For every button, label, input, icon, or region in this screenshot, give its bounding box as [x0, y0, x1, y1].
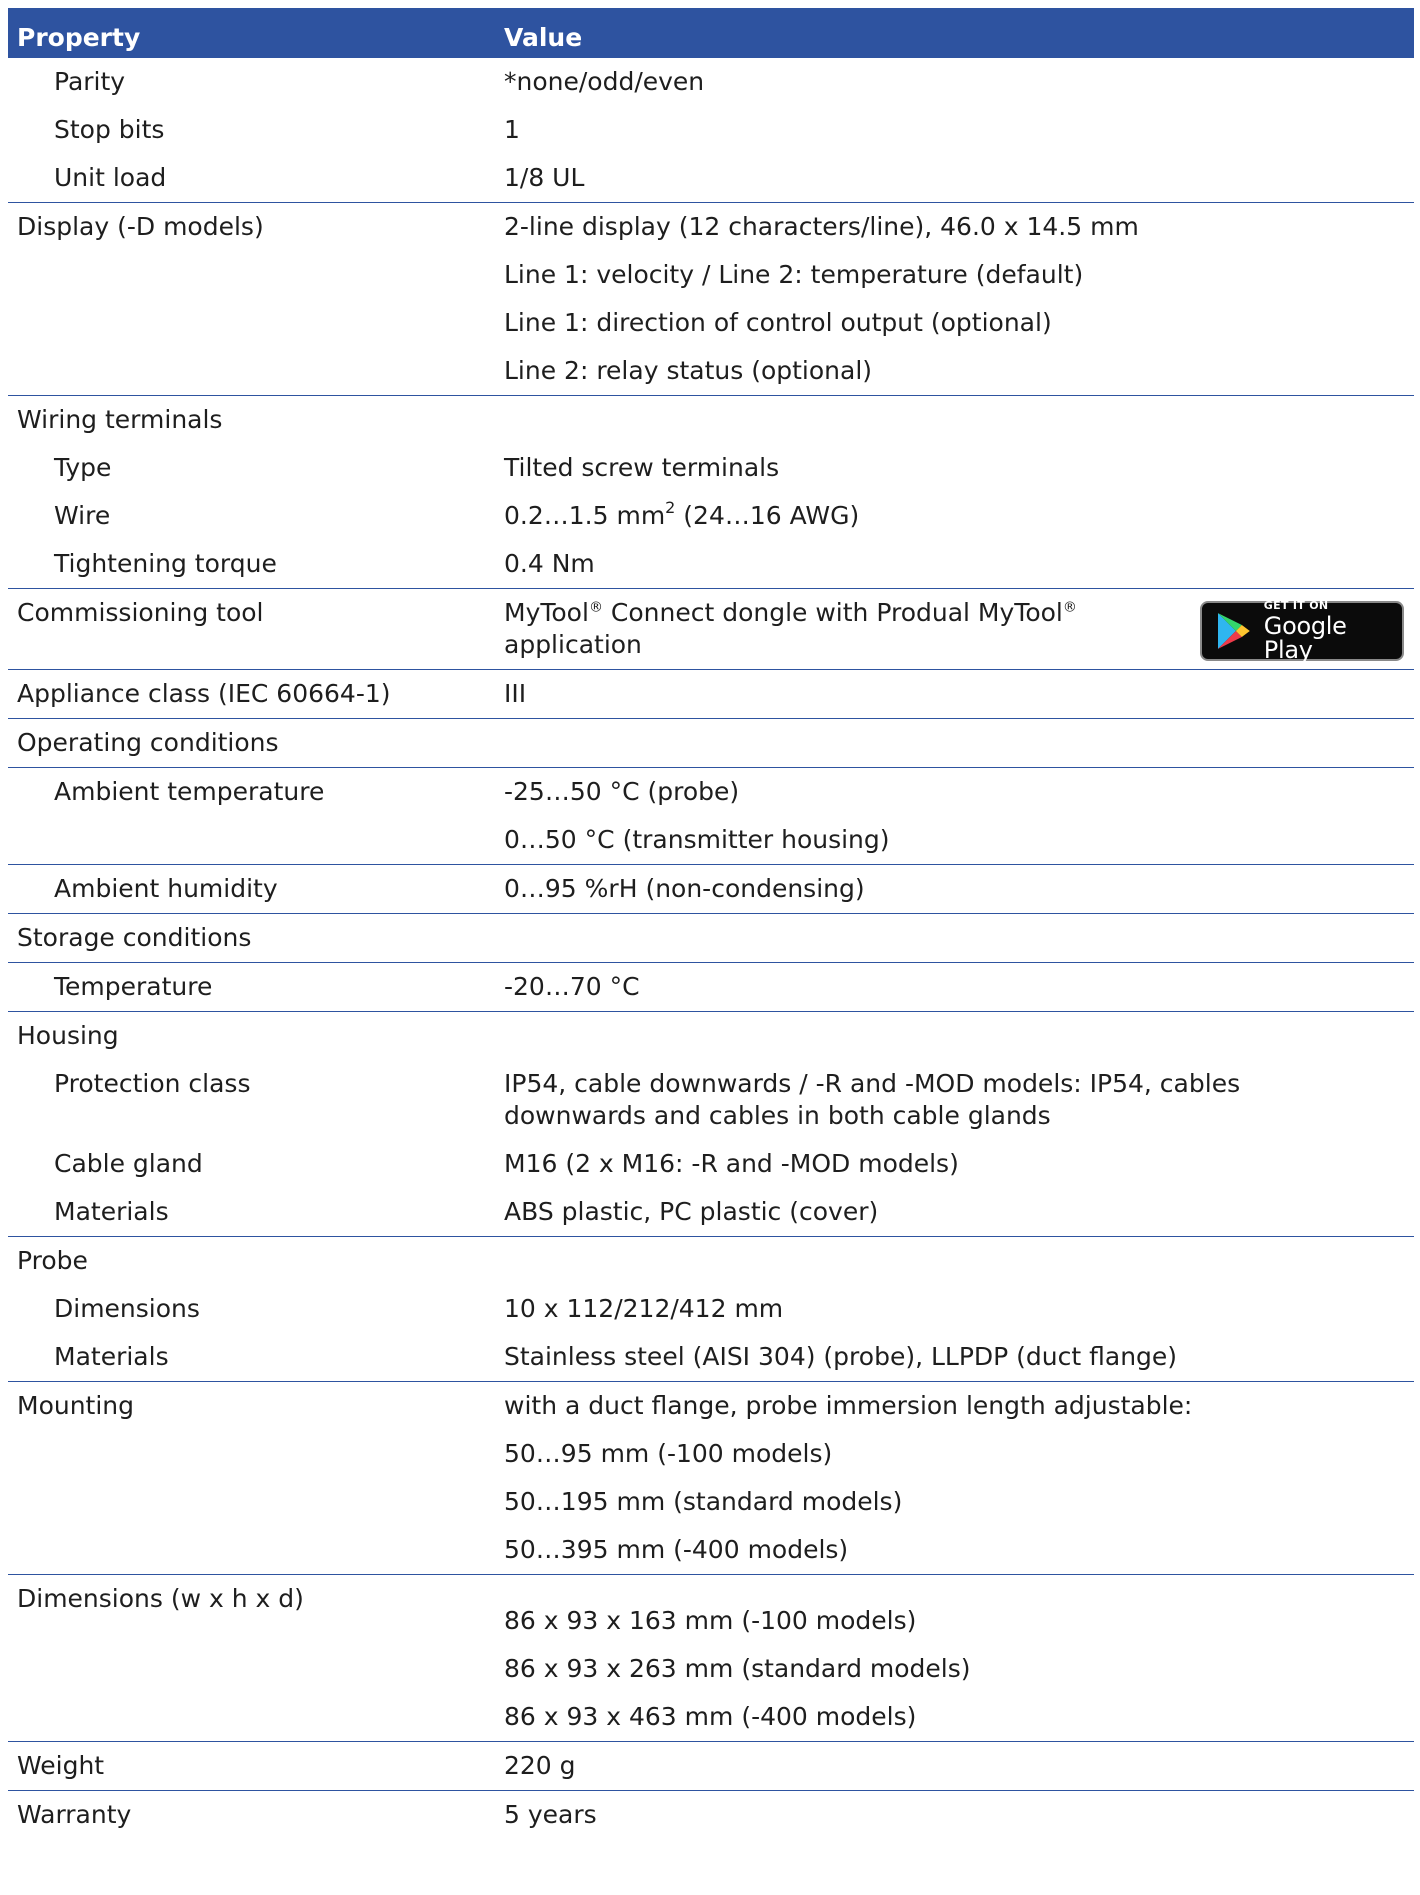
- badge-big-text: Google Play: [1263, 612, 1347, 664]
- prop-ambient-humidity: Ambient humidity: [8, 865, 502, 914]
- prop-storage-temperature: Temperature: [8, 963, 502, 1012]
- dimensions-line: 86 x 93 x 463 mm (-400 models): [504, 1702, 917, 1731]
- row-parity: [8, 58, 1414, 106]
- val-cable-gland: M16 (2 x M16: -R and -MOD models): [504, 1149, 959, 1178]
- prop-warranty: Warranty: [17, 1800, 132, 1829]
- prop-display: Display (-D models): [8, 203, 502, 396]
- row-probe: [8, 1237, 1414, 1286]
- row-wire: [8, 492, 1414, 540]
- val-ambient-humidity: 0…95 %rH (non-condensing): [502, 865, 1414, 914]
- row-cable-gland: [8, 1140, 1414, 1188]
- row-commissioning-tool: [8, 589, 1414, 670]
- row-type: [8, 444, 1414, 492]
- prop-probe: Probe: [17, 1246, 88, 1275]
- mounting-line: 50…95 mm (-100 models): [504, 1439, 833, 1468]
- prop-probe-dimensions: Dimensions: [54, 1294, 200, 1323]
- prop-weight: Weight: [8, 1742, 502, 1791]
- row-appliance-class: [8, 670, 1414, 719]
- val-dimensions: [502, 1575, 1414, 1742]
- prop-unit-load: Unit load: [8, 154, 502, 203]
- row-ambient-temperature: [8, 768, 1414, 865]
- prop-protection-class: Protection class: [54, 1069, 251, 1098]
- val-probe-dimensions: 10 x 112/212/412 mm: [504, 1294, 784, 1323]
- prop-housing-materials: Materials: [8, 1188, 502, 1237]
- google-play-badge[interactable]: [1200, 599, 1404, 664]
- header-row: [8, 8, 1414, 58]
- val-wire: [502, 492, 1414, 540]
- prop-tightening-torque: Tightening torque: [8, 540, 502, 589]
- table-header: [8, 8, 1414, 58]
- mounting-line: with a duct flange, probe immersion length adjustable:: [504, 1391, 1193, 1420]
- row-protection-class: [8, 1060, 1414, 1140]
- row-weight: [8, 1742, 1414, 1791]
- prop-wiring-terminals: Wiring terminals: [17, 405, 223, 434]
- prop-mounting: Mounting: [8, 1382, 502, 1575]
- row-storage-temperature: [8, 963, 1414, 1012]
- prop-parity: Parity: [54, 67, 126, 96]
- row-display: [8, 203, 1414, 396]
- val-tightening-torque: 0.4 Nm: [502, 540, 1414, 589]
- val-storage-temperature: -20…70 °C: [502, 963, 1414, 1012]
- row-wiring-terminals: [8, 396, 1414, 445]
- row-tightening-torque: [8, 540, 1414, 589]
- row-stop-bits: [8, 106, 1414, 154]
- prop-probe-materials: Materials: [8, 1333, 502, 1382]
- val-ambient-temperature: [502, 768, 1414, 865]
- spec-table: [8, 8, 1414, 1839]
- row-housing-materials: [8, 1188, 1414, 1237]
- val-stop-bits: 1: [504, 115, 520, 144]
- dimensions-line: 86 x 93 x 263 mm (standard models): [504, 1654, 971, 1683]
- val-warranty: 5 years: [504, 1800, 597, 1829]
- val-protection-class: IP54, cable downwards / -R and -MOD models: IP54, cables downwards and cables in both cable glands: [504, 1069, 1241, 1130]
- prop-housing: Housing: [17, 1021, 119, 1050]
- row-probe-dimensions: [8, 1285, 1414, 1333]
- mounting-line: 50…195 mm (standard models): [504, 1487, 903, 1516]
- prop-cable-gland: Cable gland: [54, 1149, 203, 1178]
- dimensions-line: 86 x 93 x 163 mm (-100 models): [504, 1606, 917, 1635]
- val-appliance-class: III: [502, 670, 1414, 719]
- row-operating-conditions: [8, 719, 1414, 768]
- prop-ambient-temperature: Ambient temperature: [8, 768, 502, 865]
- prop-stop-bits: Stop bits: [54, 115, 165, 144]
- display-line: 2-line display (12 characters/line), 46.0 x 14.5 mm: [504, 212, 1139, 241]
- header-value: Value: [502, 8, 1414, 58]
- row-ambient-humidity: [8, 865, 1414, 914]
- val-housing-materials: ABS plastic, PC plastic (cover): [502, 1188, 1414, 1237]
- badge-small-text: GET IT ON: [1263, 599, 1329, 612]
- prop-dimensions: Dimensions (w x h x d): [8, 1575, 502, 1742]
- val-type: Tilted screw terminals: [504, 453, 780, 482]
- prop-commissioning-tool: Commissioning tool: [8, 589, 502, 670]
- ambient-temperature-line: 0…50 °C (transmitter housing): [504, 825, 890, 854]
- val-probe-materials: Stainless steel (AISI 304) (probe), LLPDP (duct flange): [502, 1333, 1414, 1382]
- val-display: [502, 203, 1414, 396]
- wire-value-pre: 0.2…1.5 mm: [504, 501, 666, 530]
- row-dimensions: [8, 1575, 1414, 1742]
- row-warranty: [8, 1791, 1414, 1840]
- row-probe-materials: [8, 1333, 1414, 1382]
- prop-wire: Wire: [54, 501, 111, 530]
- prop-storage-conditions: Storage conditions: [8, 914, 502, 963]
- display-line: Line 1: direction of control output (optional): [504, 308, 1052, 337]
- val-parity: *none/odd/even: [504, 67, 705, 96]
- wire-value-post: (24…16 AWG): [675, 501, 860, 530]
- display-line: Line 1: velocity / Line 2: temperature (default): [504, 260, 1084, 289]
- val-weight: 220 g: [502, 1742, 1414, 1791]
- prop-appliance-class: Appliance class (IEC 60664-1): [8, 670, 502, 719]
- val-unit-load: 1/8 UL: [502, 154, 1414, 203]
- prop-type: Type: [54, 453, 112, 482]
- google-play-triangle-icon: [1216, 611, 1252, 651]
- header-property: Property: [8, 8, 502, 58]
- val-mounting: [502, 1382, 1414, 1575]
- ambient-temperature-line: -25…50 °C (probe): [504, 777, 740, 806]
- prop-operating-conditions: Operating conditions: [8, 719, 502, 768]
- mounting-line: 50…395 mm (-400 models): [504, 1535, 849, 1564]
- wire-superscript: 2: [665, 497, 676, 517]
- row-storage-conditions: [8, 914, 1414, 963]
- display-line: Line 2: relay status (optional): [504, 356, 873, 385]
- row-unit-load: [8, 154, 1414, 203]
- row-mounting: [8, 1382, 1414, 1575]
- val-commissioning-tool: [502, 589, 1414, 670]
- commissioning-text: MyTool® Connect dongle with Produal MyTool® application: [504, 598, 1077, 659]
- row-housing: [8, 1012, 1414, 1061]
